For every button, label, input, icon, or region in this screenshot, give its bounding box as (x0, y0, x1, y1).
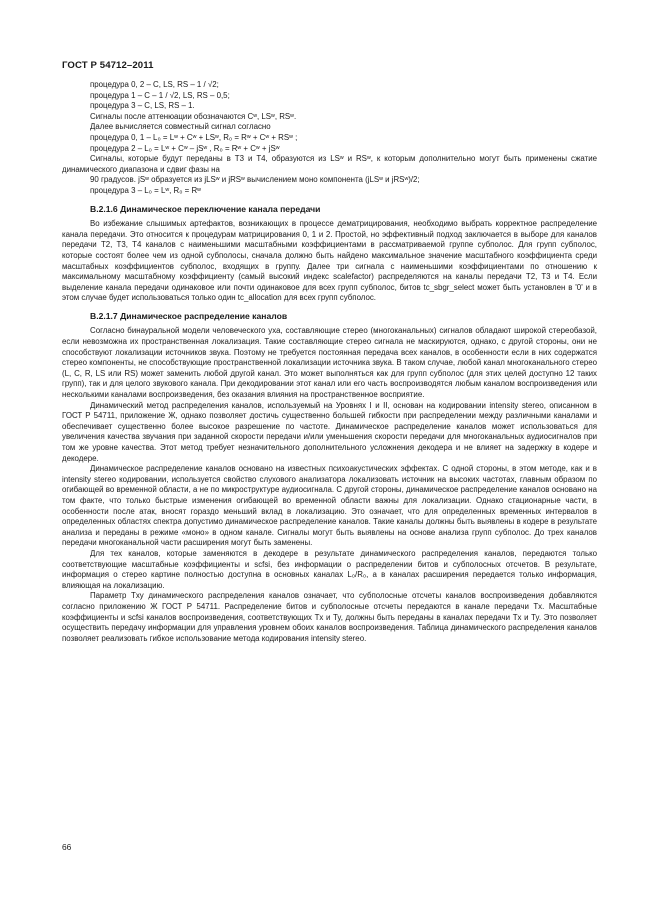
paragraph: Динамическое распределение каналов основано на известных психоакустических эффектах. С одной стороны, в этом методе, как и в intensity stereo кодировании, используется свойство слухового анализатора локализовать источник на высоких частотах, главным образом по огибающей во временной области, а не по микроструктуре аудиосигнала. С другой стороны, динамическое распределение каналов основано на том факте, что только быстрые изменения огибающей во временной области важны для локализации. Однако стационарные части, в особенности после атак, вносят гораздо меньший вклад в локализацию. Это означает, что для определенных временных интервалов в определенных областях спектра допустимо динамическое распределение каналов. Такие каналы должны быть выявлены в кодере в результате анализа и переданы в режиме «моно» в одном канале. Сигналы могут быть выявлены на основе анализа групп субполос. До трех каналов передачи многоканальной части расширения могут быть заменены. (62, 464, 597, 548)
text-line: процедура 1 – C – 1 / √2, LS, RS – 0,5; (90, 90, 230, 100)
document-body (62, 80, 597, 644)
text-line: процедура 0, 2 – C, LS, RS – 1 / √2; (90, 80, 219, 89)
text-line: процедура 2 – L₀ = Lʷ + Cʷ – jSʷ , R₀ = Rʷ + Cʷ + jSʷ (90, 143, 280, 153)
paragraph: Сигналы, которые будут переданы в T3 и T4, образуются из LSʷ и RSʷ, к которым дополнительно могут быть применены сжатие динамического диапазона и сдвиг фазы на (62, 154, 597, 174)
paragraph: Динамический метод распределения каналов, используемый на Уровнях I и II, основан на кодировании intensity stereo, описанном в ГОСТ Р 54711, приложение Ж, однако позволяет достичь существенно большей гибкости при распределении между различными каналами и обеспечивает существенно более высокое разрешение по частоте. Динамическое распределение каналов может использоваться для увеличения качества звучания при заданной скорости передачи и/или уменьшения скорости передачи для многоканальных аудиосигналов при том же уровне качества. Этот метод требует незначительного дополнительного усложнения декодера и не влияет на задержку в кодере и декодере. (62, 400, 597, 463)
text-line: процедура 3 – L₀ = Lʷ, R₀ = Rʷ (90, 185, 201, 195)
paragraph: Во избежание слышимых артефактов, возникающих в процессе дематрицирования, необходимо выбрать корректное распределение канала передачи. Это относится к процедурам матрицирования 0, 1 и 2. Простой, но эффективный подход заключается в выборе для каналов передачи T2, T3, T4 каналов с наименьшими масштабными коэффициентами в рассматриваемой группе субполос. Для групп субполос, которые состоят более чем из одной субполосы, сначала должно быть найдено максимальное значение масштабного коэффициента среди масштабных коэффициентов субполос, входящих в группу. Далее три сигнала с наименьшими коэффициентами по отношению к максимальному масштабному коэффициенту (самый высокий индекс scalefactor) распределяются на каналы передачи T2, T3 и T4. Если выделение канала передачи одинаковое или почти одинаковое для всех групп субполос, битов tc_sbgr_select может быть установлен в '0' и в этом случае будет использоваться только один tc_allocation для всех групп субполос. (62, 219, 597, 303)
paragraph: Согласно бинауральной модели человеческого уха, составляющие стерео (многоканальных) сигналов обладают широкой стереобазой, если невозможна их пространственная локализация. Такие составляющие стерео сигнала не маскируются, однако, с другой стороны, они не способствуют локализации источников звука. Поэтому не требуется постоянная передача всех каналов, в особенности если в них содержатся стерео компоненты, не способствующие пространственной локализации источника звука. В таком случае, любой канал многоканального стерео (L, C, R, LS или RS) может заменить любой другой канал. Это может выполняться как для групп субполос (для этих целей доступно 12 таких групп), так и для целого звукового канала. При декодировании этот канал или его часть воспроизводятся любым каналом воспроизведения или несколькими каналами воспроизведения, без оказания влияния на пространственное восприятие. (62, 326, 597, 400)
text-line: процедура 0, 1 – L₀ = Lʷ + Cʷ + LSʷ, R₀ = Rʷ + Cʷ + RSʷ ; (90, 132, 298, 142)
text-line: процедура 3 – C, LS, RS – 1. (90, 101, 195, 111)
paragraph: Для тех каналов, которые заменяются в декодере в результате динамического распределения каналов, передаются только соответствующие масштабные коэффициенты и scfsi, без информации о распределении битов и субполосных отсчетов. В результате, информация о стерео картине полностью доступна в основных каналах L₀/R₀, а в каналах расширения передается только информация, влияющая на локализацию. (62, 548, 597, 590)
page-number: 66 (62, 842, 72, 852)
section-heading: B.2.1.6 Динамическое переключение канала передачи (90, 203, 321, 214)
text-line: 90 градусов. jSʷ образуется из jLSʷ и jRSʷ вычислением моно компонента (jLSʷ и jRSʷ)/2; (90, 175, 420, 185)
paragraph: Параметр Txy динамического распределения каналов означает, что субполосные отсчеты каналов воспроизведения добавляются согласно приложению Ж ГОСТ Р 54711. Распределение битов и субполосные отсчеты передаются в канале передачи Tx. Масштабные коэффициенты и scfsi каналов воспроизведения, соответствующих Tx и Ty, должны быть переданы в каналах передачи Tx и Ty. Это позволяет осуществить передачу информации для управления уровнем обоих каналов воспроизведения. Таблица динамического распределения каналов позволяет реализовать гибкое использование метода кодирования intensity stereo. (62, 591, 597, 643)
section-heading: B.2.1.7 Динамическое распределение каналов (90, 310, 288, 321)
text-line: Сигналы после аттенюации обозначаются Cʷ, LSʷ, RSʷ. (90, 111, 297, 121)
document-header: ГОСТ Р 54712–2011 (62, 60, 154, 71)
text-line: Далее вычисляется совместный сигнал согласно (90, 122, 271, 132)
